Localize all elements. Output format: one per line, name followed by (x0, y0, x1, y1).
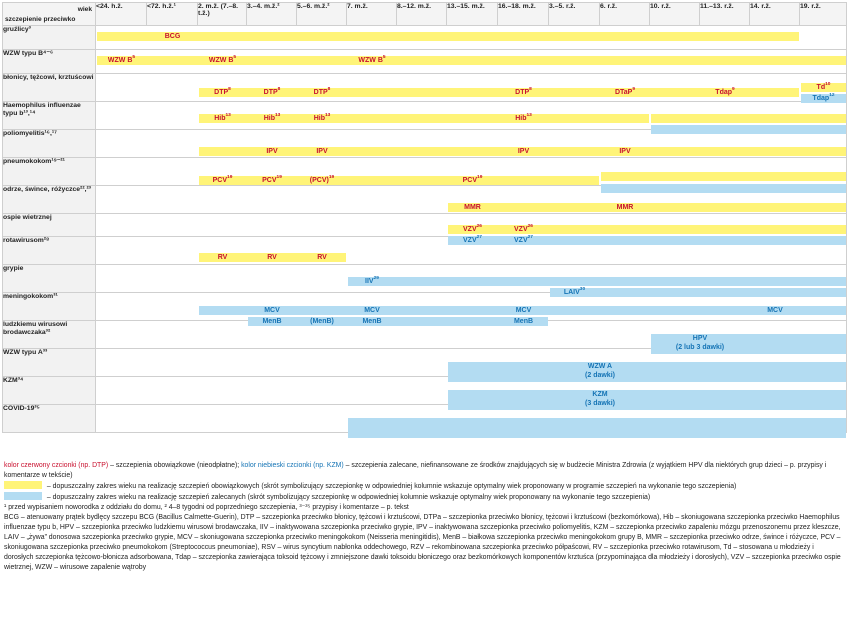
wzwb-label: WZW $B^5$ (358, 55, 386, 64)
tdap-blue-label: Tdap$^{12}$ (812, 93, 835, 102)
age-header: 6. r.ž. (600, 3, 650, 26)
pcv-label: PCV$^{19}$ (262, 175, 282, 184)
vzv-blue-label: VZV$^{27}$ (514, 235, 533, 244)
pcv-label: (PCV)$^{19}$ (309, 175, 335, 184)
bcg-label: BCG (164, 33, 181, 40)
tdap-blue-bar (801, 94, 846, 103)
rv-label: RV (317, 254, 327, 261)
rv-label: RV (267, 254, 277, 261)
kzm-bar (448, 390, 846, 410)
ipv-label: IPV (517, 148, 530, 155)
corner-age-label: wiek (77, 6, 92, 13)
age-header: 7. m.ž. (347, 3, 397, 26)
header-corner (3, 3, 96, 26)
vaccine-name: Haemophilus influenzae typu b¹³,¹⁴ (3, 102, 96, 130)
menb-label: MenB (362, 318, 382, 325)
menb-label: (MenB) (310, 318, 334, 325)
dtp-label: DTP$^8$ (263, 87, 281, 96)
hib-label: Hib$^{13}$ (313, 113, 331, 122)
hpv-bar (651, 334, 846, 354)
legend-red-title: kolor czerwony czcionki (np. DTP) (4, 462, 109, 469)
vaccine-name: ospie wietrznej (3, 214, 96, 237)
age-header: 16.–18. m.ž. (498, 3, 549, 26)
hib-label: Hib$^{13}$ (263, 113, 281, 122)
iiv-bar (348, 277, 846, 286)
tdap-label: Tdap$^9$ (715, 87, 735, 96)
blue-swatch (4, 492, 42, 500)
vzv-blue-label: VZV$^{27}$ (463, 235, 482, 244)
mmr-bar (448, 203, 846, 212)
vaccine-name: grypie (3, 265, 96, 293)
legend-blue-text: – szczepienia zalecane, niefinansowane ze środków znajdujących się w budżecie Ministra Zdrowia (z wyjątkiem HPV dla niektórych grup dzieci – p. przypisy i komentarze w tekście) (4, 462, 827, 479)
mcv-label: MCV (767, 307, 783, 314)
pcv-label: PCV$^{19}$ (462, 175, 483, 184)
mcv-bar (199, 306, 846, 315)
wzwb-bar (97, 56, 846, 65)
age-header: 14. r.ž. (750, 3, 800, 26)
rv-bar (199, 253, 346, 262)
menb-bar (248, 317, 548, 326)
dtp-bar (199, 88, 799, 97)
vaccine-name: gruźlicy³ (3, 26, 96, 50)
legend-yellow-text: – dopuszczalny zakres wieku na realizację szczepień obowiązkowych (skrót symbolizujący szczepionkę w odpowiedniej kolumnie wskazuje optymalny wiek proponowany w programie szczepień na wykonanie tego szczepienia) (45, 483, 737, 490)
age-header: <72. h.ž.¹ (147, 3, 198, 26)
iiv-label: IIV$^{29}$ (365, 276, 379, 285)
vaccine-name: WZW typu A³³ (3, 349, 96, 377)
legend-colors (4, 461, 842, 481)
hib-label: Hib$^{13}$ (214, 113, 231, 122)
td-label: Td$^{10}$ (816, 82, 831, 91)
legend-blue (4, 492, 842, 503)
legend-blue-bar-text: – dopuszczalny zakres wieku na realizację szczepień zalecanych (skrót symbolizujący szczepionkę w odpowiedniej kolumnie wskazuje optymalny wiek proponowany na wykonanie tego szczepienia) (45, 494, 651, 501)
vaccine-name: odrze, śwince, różyczce²²,²³ (3, 186, 96, 214)
vaccine-name: COVID-19³⁵ (3, 405, 96, 433)
wzwb-label: WZW $B^5$ (107, 55, 136, 64)
age-header: 11.–13. r.ž. (700, 3, 750, 26)
hib-blue-bar (651, 125, 846, 134)
dtp-label: DTP$^8$ (313, 87, 331, 96)
pcv-label: PCV$^{19}$ (212, 175, 233, 184)
vzv-label: VZV$^{26}$ (463, 224, 482, 233)
vaccine-name: rotawirusom²⁸ (3, 237, 96, 265)
age-header: 5.–6. m.ž.² (297, 3, 347, 26)
legend-abbreviations: BCG – atenuowany prątek bydlęcy szczepu BCG (Bacillus Calmette-Guerin), DTP – szczepionka przeciwko błonicy, tężcowi i krztuścowi, DTPa – szczepionka przeciwko błonicy, tężcowi i krztuścowi (bezkomórkowa), Hib – skoniugowana szczepionka przeciwko Haemophilus influenzae typu b, HPV – szczepionka przeciwko ludzkiemu wirusowi brodawczaka, IIV – inaktywowana szczepionka przeciwko grypie, IPV – inaktywowana szczepionka przeciwko poliomyelitis, KZM – szczepionka przeciwko zapaleniu mózgu przenoszonemu przez kleszcze, LAIV – „żywa” donosowa szczepionka przeciwko grypie, MCV – skoniugowana szczepionka przeciwko meningokokom (Neisseria meningitidis), MenB – białkowa szczepionka przeciwko meningokokom grupy B, MMR – szczepionka przeciwko odrze, śwince i różyczce, PCV – skoniugowana szczepionka przeciwko pneumokokom (Streptococcus pneumoniae), RSV – wirus syncytium nabłonka oddechowego, RZV – rekombinowana szczepionka przeciwko półpaścowi, RV – szczepionka przeciwko rotawirusom, Td – stosowana u młodzieży i dorosłych szczepionka tężcowo-błonicza adsorbowana, Tdap – szczepionka zawierająca toksoid tężcowy i zmniejszone dawki toksoidu błoniczego oraz bezkomórkowych komponentów krztuśca (przypominająca dla młodzieży i dorosłych), VZV – szczepionka przeciwko ospie wietrznej, WZW – wirusowe zapalenie wątroby (4, 514, 841, 571)
menb-label: MenB (262, 318, 282, 325)
age-header: 2. m.ž. (7.–8. t.ž.) (198, 3, 247, 26)
hpv-label: HPV (2 lub 3 dawki) (675, 335, 725, 351)
hib-bar (199, 114, 649, 123)
pcv-bar-older (601, 172, 846, 181)
menb-label: MenB (513, 318, 534, 325)
legend-yellow (4, 481, 842, 492)
vzv-bar (448, 225, 846, 234)
legend (4, 461, 842, 573)
hib-bar-older (651, 114, 846, 123)
vaccine-name: meningokokom³¹ (3, 293, 96, 321)
legend-footnote: ¹ przed wypisaniem noworodka z oddziału do domu, ² 4–8 tygodni od poprzedniego szczepienia, ³⁻³⁵ przypisy i komentarze – p. tekst (4, 504, 409, 511)
laiv-label: LAIV$^{30}$ (563, 287, 586, 296)
mcv-label: MCV (364, 307, 380, 314)
vaccine-name: poliomyelitis¹⁶,¹⁷ (3, 130, 96, 158)
mmr-label: MMR (464, 204, 481, 211)
hib-label: Hib$^{13}$ (515, 113, 532, 122)
wzwb-label: WZW $B^5$ (208, 55, 237, 64)
pcv-bar (199, 176, 599, 185)
age-header: 3.–5. r.ž. (549, 3, 600, 26)
pcv-blue-bar (601, 184, 846, 193)
age-header: <24. h.ž. (96, 3, 147, 26)
wzwa-bar (448, 362, 846, 382)
age-header: 19. r.ž. (800, 3, 847, 26)
vaccine-name: błonicy, tężcowi, krztuścowi (3, 74, 96, 102)
td-bar (801, 83, 846, 92)
mmr-label: MMR (616, 204, 634, 211)
wzwa-label: WZW A (2 dawki) (585, 363, 615, 379)
dtap-label: DTaP$^9$ (614, 87, 636, 96)
dtp-label: DTP$^8$ (515, 87, 532, 96)
legend-red-text: – szczepienia obowiązkowe (nieodpłatne); (108, 462, 242, 469)
mcv-label: MCV (264, 307, 280, 314)
age-header: 3.–4. m.ž.² (247, 3, 297, 26)
mcv-label: MCV (515, 307, 532, 314)
corner-vaccine-label: szczepienie przeciwko (5, 16, 76, 23)
vzv-blue-bar (448, 236, 846, 245)
age-header: 8.–12. m.ž. (397, 3, 447, 26)
bcg-bar (97, 32, 799, 41)
vaccine-name: ludzkiemu wirusowi brodawczaka³² (3, 321, 96, 349)
age-header: 10. r.ž. (650, 3, 700, 26)
vzv-label: VZV$^{26}$ (514, 224, 533, 233)
ipv-label: IPV (619, 148, 631, 155)
yellow-swatch (4, 481, 42, 489)
ipv-bar (199, 147, 846, 156)
age-header: 13.–15. m.ž. (447, 3, 498, 26)
ipv-label: IPV (316, 148, 328, 155)
kzm-label: KZM (3 dawki) (585, 391, 615, 407)
legend-blue-title: kolor niebieski czcionki (np. KZM) (241, 462, 344, 469)
dtp-label: DTP$^8$ (214, 87, 231, 96)
covid-bar (348, 418, 846, 438)
vaccine-name: WZW typu B⁴⁻⁶ (3, 50, 96, 74)
laiv-bar (550, 288, 846, 297)
rv-label: RV (217, 254, 228, 261)
vaccine-name: pneumokokom¹⁹⁻²¹ (3, 158, 96, 186)
ipv-label: IPV (266, 148, 278, 155)
vaccine-name: KZM³⁴ (3, 377, 96, 405)
